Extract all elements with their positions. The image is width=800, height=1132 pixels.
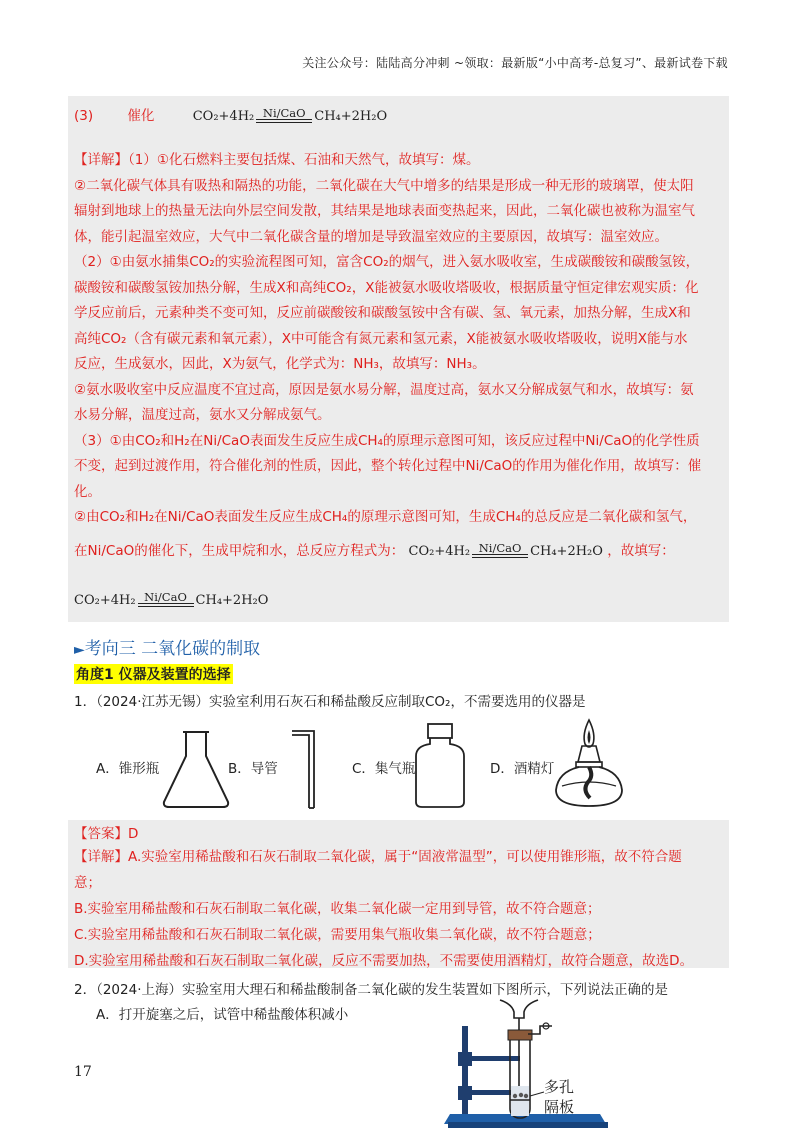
answer-1: 【答案】D [74,826,139,842]
figure-label-line1: 多孔 [544,1078,575,1096]
page-number: 17 [74,1064,92,1080]
detail-1-line: 意； [74,875,101,891]
angle-title: 角度1 仪器及装置的选择 [74,664,233,684]
detail-line: 学反应前后，元素种类不变可知，反应前碳酸铵和碳酸氢铵中含有碳、氢、氧元素，加热分解，生成X和 [74,305,691,321]
option-a: A．锥形瓶 [96,761,160,777]
figure-label-line2: 隔板 [544,1098,575,1116]
equation-3-line [74,590,268,611]
question-1: 1．（2024·江苏无锡）实验室利用石灰石和稀盐酸反应制取CO₂，不需要选用的仪器是 [74,694,586,710]
detail-last-line [74,541,675,562]
bent-tube-icon [290,728,320,812]
detail-line: 高纯CO₂（含有碳元素和氧元素），X中可能含有氮元素和氢元素，X能被氨水吸收塔吸收，说明X能与水 [74,330,688,347]
detail-1-line: D.实验室用稀盐酸和石灰石制取二氧化碳，反应不需要加热，不需要使用酒精灯，故符合题意，故选D。 [74,953,694,969]
detail-line: （3）①由CO₂和H₂在Ni/CaO表面发生反应生成CH₄的原理示意图可知，该反应过程中Ni/CaO的化学性质 [74,432,700,449]
option-c: C．集气瓶 [352,761,416,777]
alcohol-lamp-icon [552,716,626,812]
detail-line: 反应，生成氨水，因此，X为氨气，化学式为：NH₃，故填写：NH₃。 [74,356,486,372]
detail-1-line: C.实验室用稀盐酸和石灰石制取二氧化碳，需要用集气瓶收集二氧化碳，故不符合题意； [74,927,601,943]
detail-line: （2）①由氨水捕集CO₂的实验流程图可知，富含CO₂的烟气，进入氨水吸收室，生成碳酸铵和碳酸氢铵， [74,254,700,270]
answer-shaded-block-2 [68,820,729,968]
option-d: D．酒精灯 [490,761,555,777]
gas-generator-apparatus-icon [440,996,620,1132]
question-2-option-a: A．打开旋塞之后，试管中稀盐酸体积减小 [96,1007,349,1023]
detail-line: ②由CO₂和H₂在Ni/CaO表面发生反应生成CH₄的原理示意图可知，生成CH₄的总反应是二氧化碳和氢气， [74,509,697,525]
detail-last-after: ，故填写： [607,543,675,559]
equation-left: CO₂+4H₂ [192,109,255,124]
detail-last-before: 在Ni/CaO的催化下，生成甲烷和水，总反应方程式为： [74,543,405,559]
answer-3-word: 催化 [127,108,155,124]
answer-3-line [74,106,387,127]
erlenmeyer-flask-icon [160,728,232,810]
answer-3-num: (3) [74,108,94,124]
question-2: 2．（2024·上海）实验室用大理石和稀盐酸制备二氧化碳的发生装置如下图所示，下列说法正确的是 [74,982,668,998]
page-header: 关注公众号：陆陆高分冲刺 ~领取：最新版“小中高考-总复习”、最新试卷下载 [302,56,728,70]
gas-jar-icon [412,722,468,810]
detail-line: 【详解】（1）①化石燃料主要包括煤、石油和天然气，故填写：煤。 [74,152,480,168]
detail-line: 辐射到地球上的热量无法向外层空间发散，其结果是地球表面变热起来，因此，二氧化碳也被称为温室气 [74,203,695,219]
detail-1-line: 【详解】A.实验室用稀盐酸和石灰石制取二氧化碳，属于“固液常温型”，可以使用锥形瓶，故不符合题 [74,849,682,865]
detail-line: 碳酸铵和碳酸氢铵加热分解，生成X和高纯CO₂，X能被氨水吸收塔吸收，根据质量守恒定律宏观实质：化 [74,279,699,296]
detail-line: 化。 [74,483,101,500]
option-b: B．导管 [228,761,278,777]
equation-right: CH₄+2H₂O [314,109,388,124]
equation-catalyst: Ni/CaO [262,106,306,120]
triangle-icon: ► [74,642,85,658]
equation-arrow [256,107,312,123]
section-title: ►考向三 二氧化碳的制取 [74,639,261,659]
detail-line: 体，能引起温室效应，大气中二氧化碳含量的增加是导致温室效应的主要原因，故填写：温室效应。 [74,228,668,245]
detail-line: ②二氧化碳气体具有吸热和隔热的功能，二氧化碳在大气中增多的结果是形成一种无形的玻璃罩，使太阳 [74,177,694,194]
detail-line: 不变，起到过渡作用，符合催化剂的性质，因此，整个转化过程中Ni/CaO的作用为催化作用，故填写：催 [74,458,702,474]
detail-1-line: B.实验室用稀盐酸和石灰石制取二氧化碳，收集二氧化碳一定用到导管，故不符合题意； [74,901,601,917]
equation-2: CO₂+4H₂ Ni/CaO CH₄+2H₂O [408,541,603,559]
detail-line: ②氨水吸收室中反应温度不宜过高，原因是氨水易分解，温度过高，氨水又分解成氨气和水，故填写：氨 [74,381,694,398]
equation-1 [193,107,387,127]
detail-line: 水易分解，温度过高，氨水又分解成氨气。 [74,407,331,423]
equation-3: CO₂+4H₂ Ni/CaO CH₄+2H₂O [74,590,269,608]
